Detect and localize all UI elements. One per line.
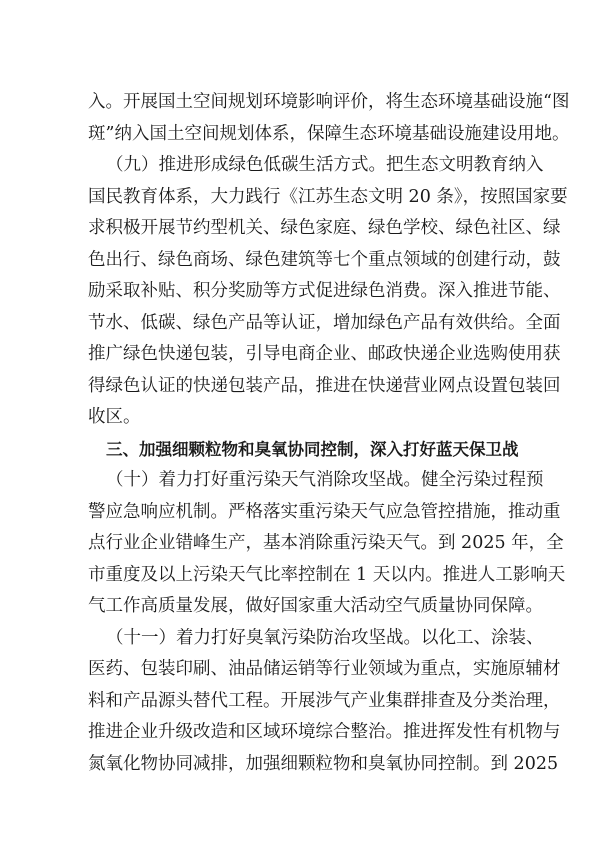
text-line: 求积极开展节约型机关、绿色家庭、绿色学校、绿色社区、绿 bbox=[88, 218, 561, 238]
text-line: 氮氧化物协同减排，加强细颗粒物和臭氧协同控制。到 2025 bbox=[88, 753, 559, 774]
text-line: 警应急响应机制。严格落实重污染天气应急管控措施，推动重 bbox=[88, 501, 561, 522]
text-line: 国民教育体系，大力践行《江苏生态文明 20 条》，按照国家要 bbox=[88, 186, 568, 207]
text-line: 色出行、绿色商场、绿色建筑等七个重点领域的创建行动，鼓 bbox=[88, 249, 561, 270]
text-line: 点行业企业错峰生产，基本消除重污染天气。到 2025 年，全 bbox=[88, 533, 564, 553]
text-line: 得绿色认证的快递包装产品，推进在快递营业网点设置包装回 bbox=[88, 375, 561, 396]
text-line: 医药、包装印刷、油品储运销等行业领域为重点，实施原辅材 bbox=[88, 659, 561, 679]
paragraph-first-line: （十一）着力打好臭氧污染防治攻坚战。以化工、涂装、 bbox=[106, 627, 544, 648]
paragraph-first-line: （九）推进形成绿色低碳生活方式。把生态文明教育纳入 bbox=[106, 155, 544, 175]
paragraph-first-line: （十）着力打好重污染天气消除攻坚战。健全污染过程预 bbox=[106, 470, 544, 490]
text-line: 入。开展国土空间规划环境影响评价，将生态环境基础设施“图 bbox=[88, 92, 570, 112]
text-line: 节水、低碳、绿色产品等认证，增加绿色产品有效供给。全面 bbox=[88, 312, 561, 333]
document-page bbox=[88, 87, 570, 780]
text-line: 市重度及以上污染天气比率控制在 1 天以内。推进人工影响天 bbox=[88, 564, 566, 585]
text-line: 料和产品源头替代工程。开展涉气产业集群排查及分类治理， bbox=[88, 690, 561, 711]
text-line: 推广绿色快递包装，引导电商企业、邮政快递企业选购使用获 bbox=[88, 344, 561, 364]
section-heading: 三、加强细颗粒物和臭氧协同控制，深入打好蓝天保卫战 bbox=[106, 439, 519, 459]
text-line: 斑”纳入国土空间规划体系，保障生态环境基础设施建设用地。 bbox=[88, 123, 570, 144]
text-line: 收区。 bbox=[88, 407, 141, 427]
text-line: 推进企业升级改造和区域环境综合整治。推进挥发性有机物与 bbox=[88, 722, 561, 742]
text-line: 气工作高质量发展，做好国家重大活动空气质量协同保障。 bbox=[88, 596, 543, 616]
text-line: 励采取补贴、积分奖励等方式促进绿色消费。深入推进节能、 bbox=[88, 281, 561, 301]
